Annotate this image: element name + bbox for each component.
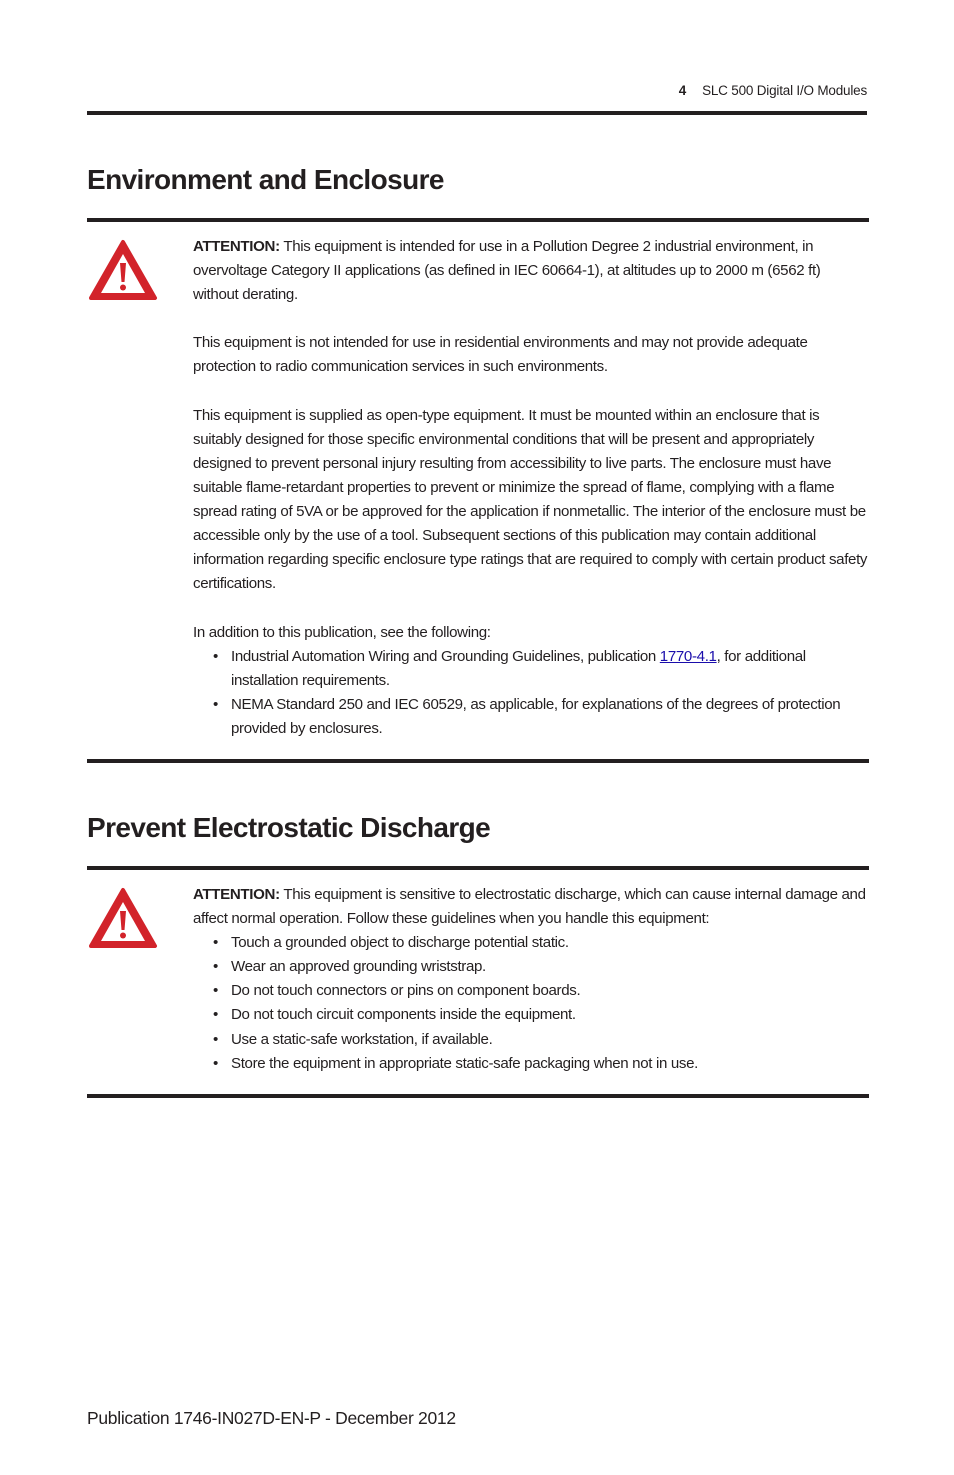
section-rule-bottom xyxy=(87,1094,869,1098)
header-rule xyxy=(87,111,867,115)
attention-box-environment xyxy=(193,235,868,741)
guideline-list xyxy=(193,931,868,1076)
paragraph-open-type: This equipment is supplied as open-type equipment. It must be mounted within an enclosure that is suitably designed for those specific environmental conditions that will be present and appropriately designed to prevent personal injury resulting from accessibility to live parts. The enclosure must have suitable flame-retardant properties to prevent or minimize the spread of flame, complying with a flame spread rating of 5VA or be approved for the application if nonmetallic. The interior of the enclosure must be accessible only by the use of a tool. Subsequent sections of this publication may contain additional information regarding specific enclosure type ratings that are required to comply with certain product safety certifications. xyxy=(193,406,868,593)
section-title-environment: Environment and Enclosure xyxy=(87,164,444,195)
attention-label: ATTENTION: xyxy=(193,238,280,255)
publication-footer: Publication 1746-IN027D-EN-P - December 2012 xyxy=(87,1408,456,1428)
attention-paragraph xyxy=(193,883,868,931)
running-header xyxy=(679,83,867,98)
warning-triangle-icon xyxy=(88,887,158,949)
running-title: SLC 500 Digital I/O Modules xyxy=(702,83,867,98)
list-item: • Wear an approved grounding wriststrap. xyxy=(193,955,868,979)
publication-link[interactable]: 1770-4.1 xyxy=(659,647,717,665)
attention-text: This equipment is sensitive to electrostatic discharge, which can cause internal damage and affect normal operation. Follow these guidelines when you handle this equipment: xyxy=(193,886,866,928)
reference-list xyxy=(193,645,868,741)
section-rule-bottom xyxy=(87,759,869,763)
attention-label: ATTENTION: xyxy=(193,886,280,903)
paragraph-see-following: In addition to this publication, see the following: xyxy=(193,623,491,641)
warning-triangle-icon xyxy=(88,239,158,301)
list-item: • Touch a grounded object to discharge potential static. xyxy=(193,931,868,955)
list-item: • Industrial Automation Wiring and Grounding Guidelines, publication 1770-4.1, for additional installation requirements. xyxy=(193,645,868,693)
list-item: • Store the equipment in appropriate static-safe packaging when not in use. xyxy=(193,1052,868,1076)
list-item: • Use a static-safe workstation, if available. xyxy=(193,1028,868,1052)
list-item: • NEMA Standard 250 and IEC 60529, as applicable, for explanations of the degrees of protection provided by enclosures. xyxy=(193,693,868,741)
list-item: • Do not touch circuit components inside the equipment. xyxy=(193,1003,868,1027)
section-title-esd: Prevent Electrostatic Discharge xyxy=(87,812,491,843)
list-item: • Do not touch connectors or pins on component boards. xyxy=(193,979,868,1003)
paragraph-residential: This equipment is not intended for use in residential environments and may not provide adequate protection to radio communication services in such environments. xyxy=(193,334,808,376)
section-rule-top xyxy=(87,866,869,870)
page-number: 4 xyxy=(678,83,687,98)
section-rule-top xyxy=(87,218,869,222)
attention-text: This equipment is intended for use in a Pollution Degree 2 industrial environment, in overvoltage Category II applications (as defined in IEC 60664-1), at altitudes up to 2000 m (6562 ft) without derating. xyxy=(193,238,821,304)
attention-paragraph xyxy=(193,235,868,307)
attention-box-esd xyxy=(193,883,868,1076)
